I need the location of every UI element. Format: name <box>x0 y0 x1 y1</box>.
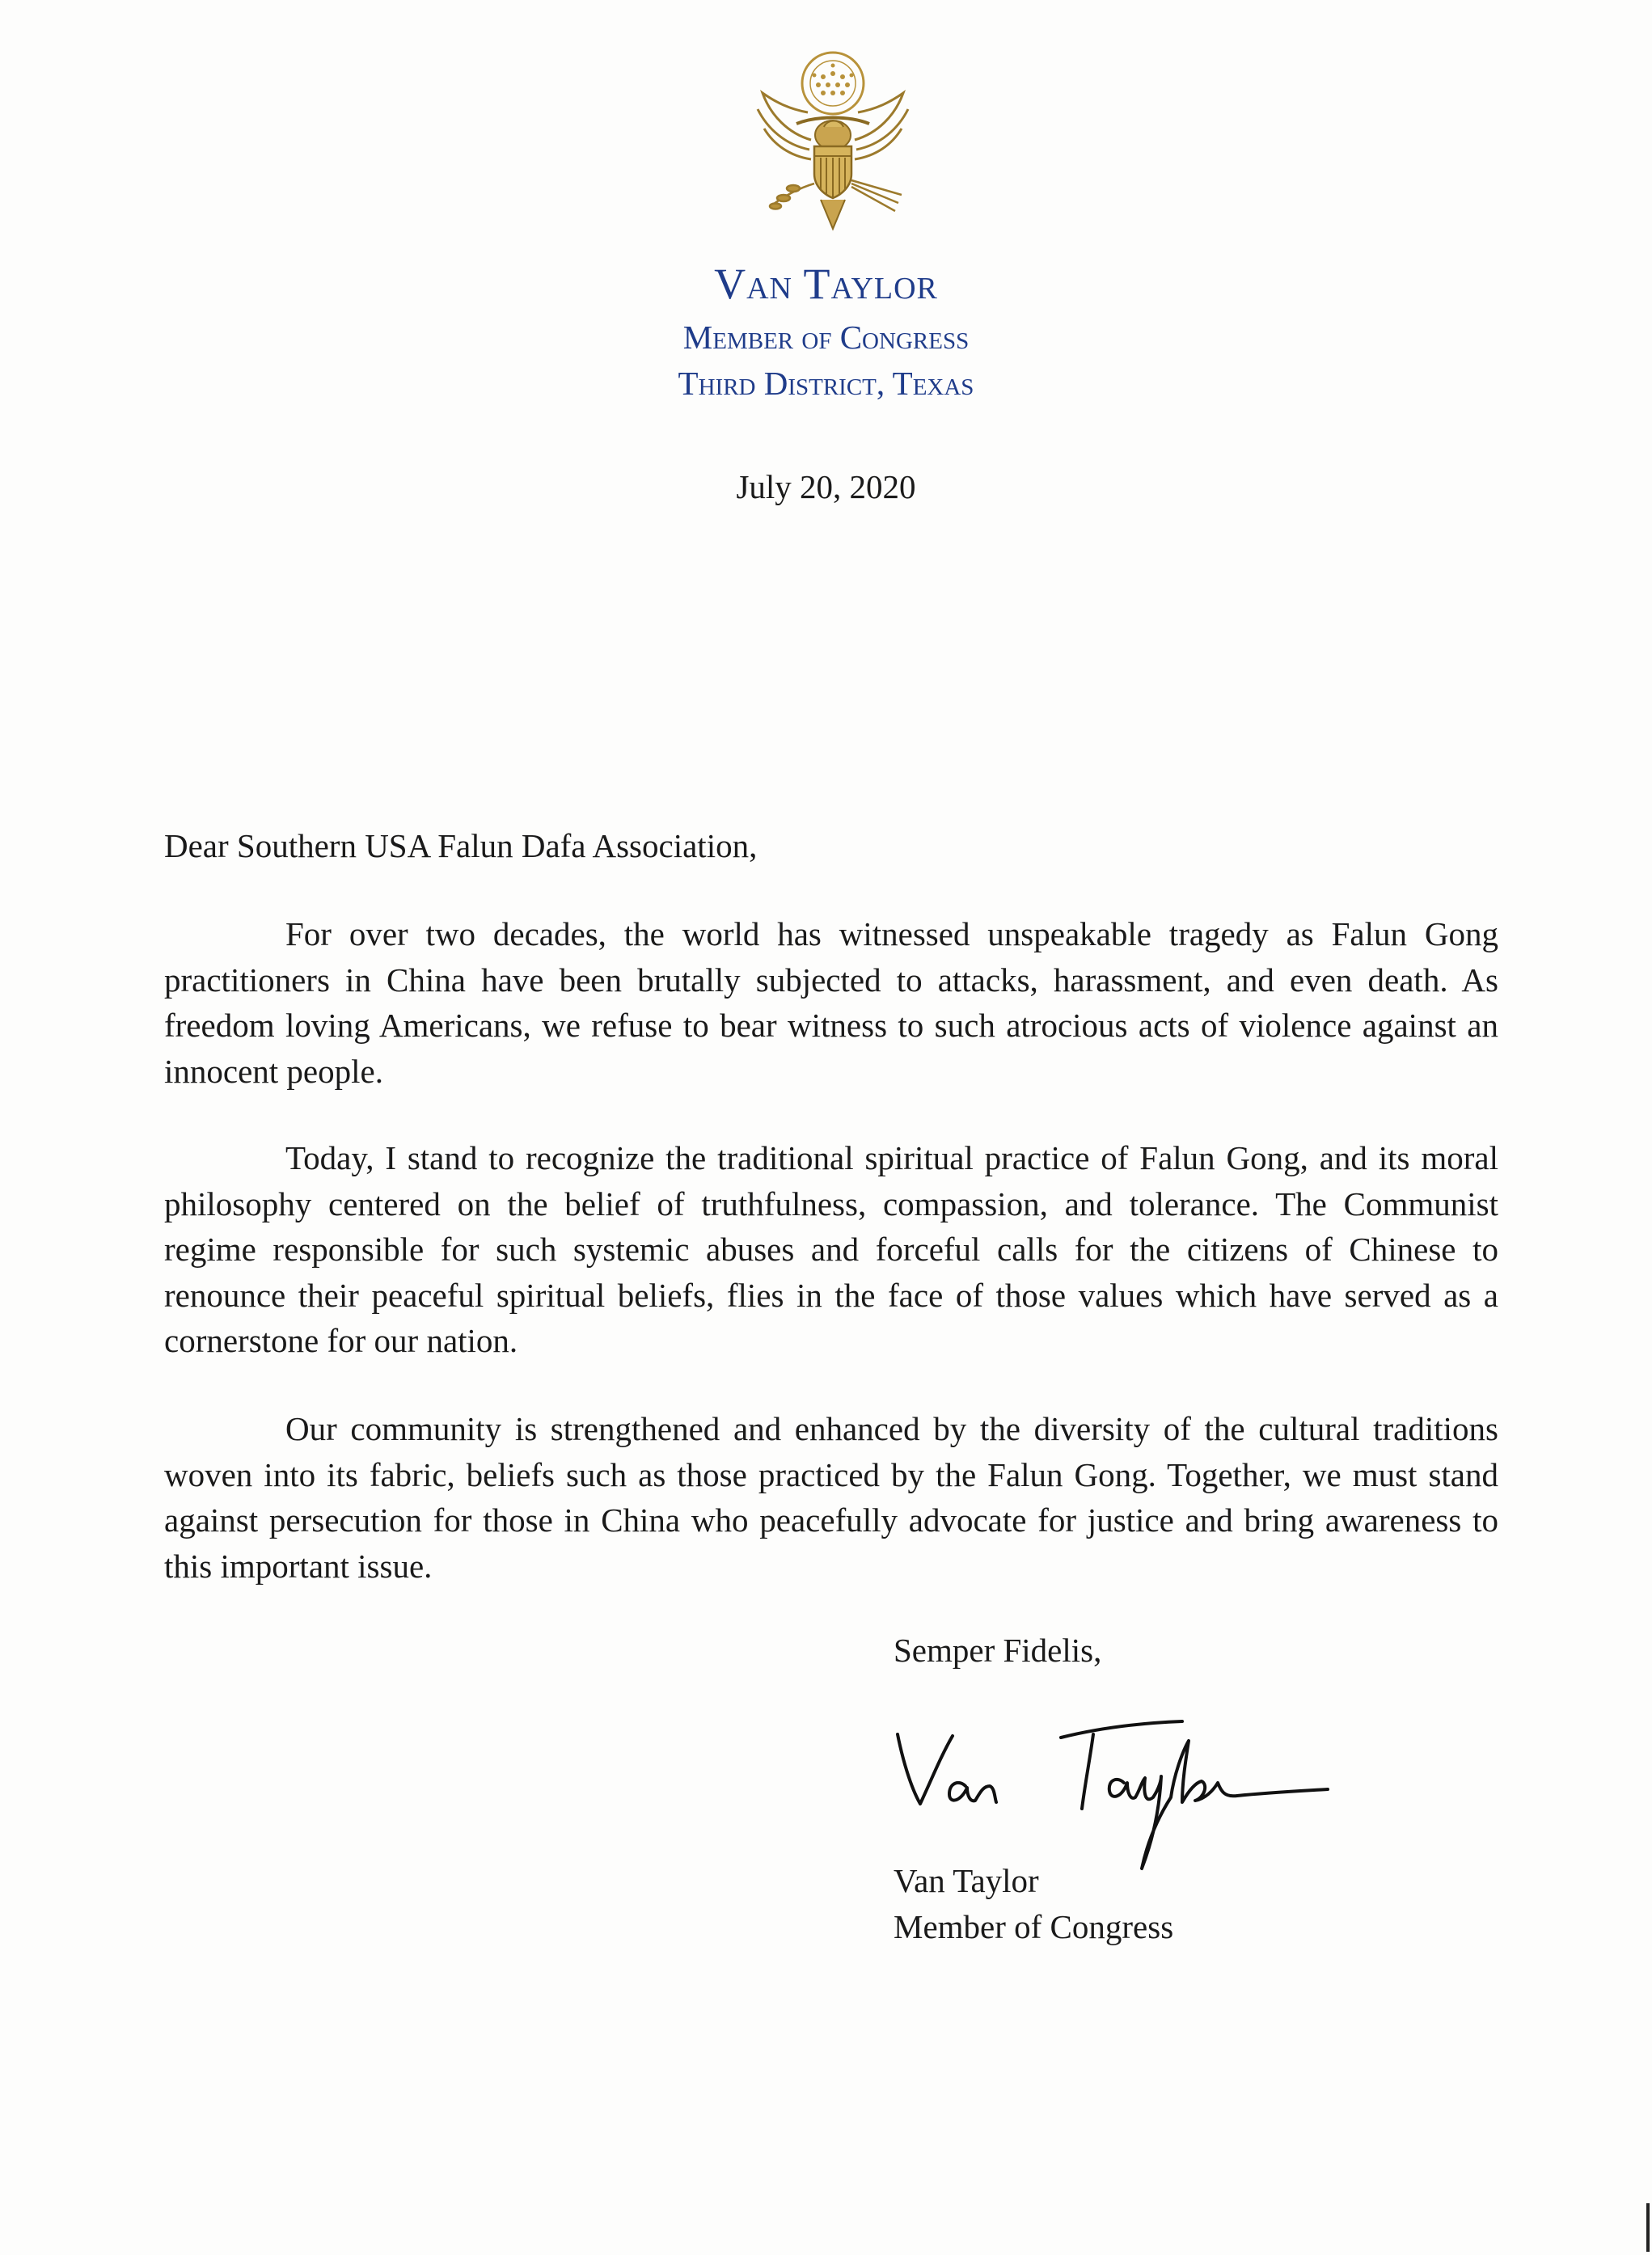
body-paragraph-1: For over two decades, the world has witnessed unspeakable tragedy as Falun Gong practitioners in China have been brutally subjected to attacks, harassment, and even death. As freedom loving Americans, we refuse to bear witness to such atrocious acts of violence against an innocent people. <box>164 915 1498 1090</box>
handwritten-signature <box>881 1702 1334 1888</box>
signer-name: Van Taylor <box>894 1862 1039 1899</box>
body-paragraph-2: Today, I stand to recognize the traditional spiritual practice of Falun Gong, and its moral philosophy centered on the belief of truthfulness, compassion, and tolerance. The Communist regime responsible for such systemic abuses and forceful calls for the citizens of Chinese to renounce their peaceful spiritual beliefs, flies in the face of those values which have served as a cornerstone for our nation. <box>164 1139 1498 1359</box>
signer-title: Member of Congress <box>894 1908 1174 1945</box>
great-seal-eagle-icon <box>740 44 926 239</box>
letter-date: July 20, 2020 <box>736 468 916 505</box>
closing: Semper Fidelis, <box>894 1632 1102 1669</box>
scan-edge-mark <box>1646 2203 1650 2252</box>
salutation: Dear Southern USA Falun Dafa Association, <box>164 827 758 864</box>
letterhead-name: Van Taylor <box>714 260 938 308</box>
body-paragraph-3: Our community is strengthened and enhanced by the diversity of the cultural traditions woven into its fabric, beliefs such as those practiced by the Falun Gong. Together, we must stand against persecution for those in China who peacefully advocate for justice and bring awareness to this important issue. <box>164 1410 1498 1585</box>
letterhead-district: Third District, Texas <box>678 365 974 402</box>
letterhead-title: Member of Congress <box>682 319 970 356</box>
